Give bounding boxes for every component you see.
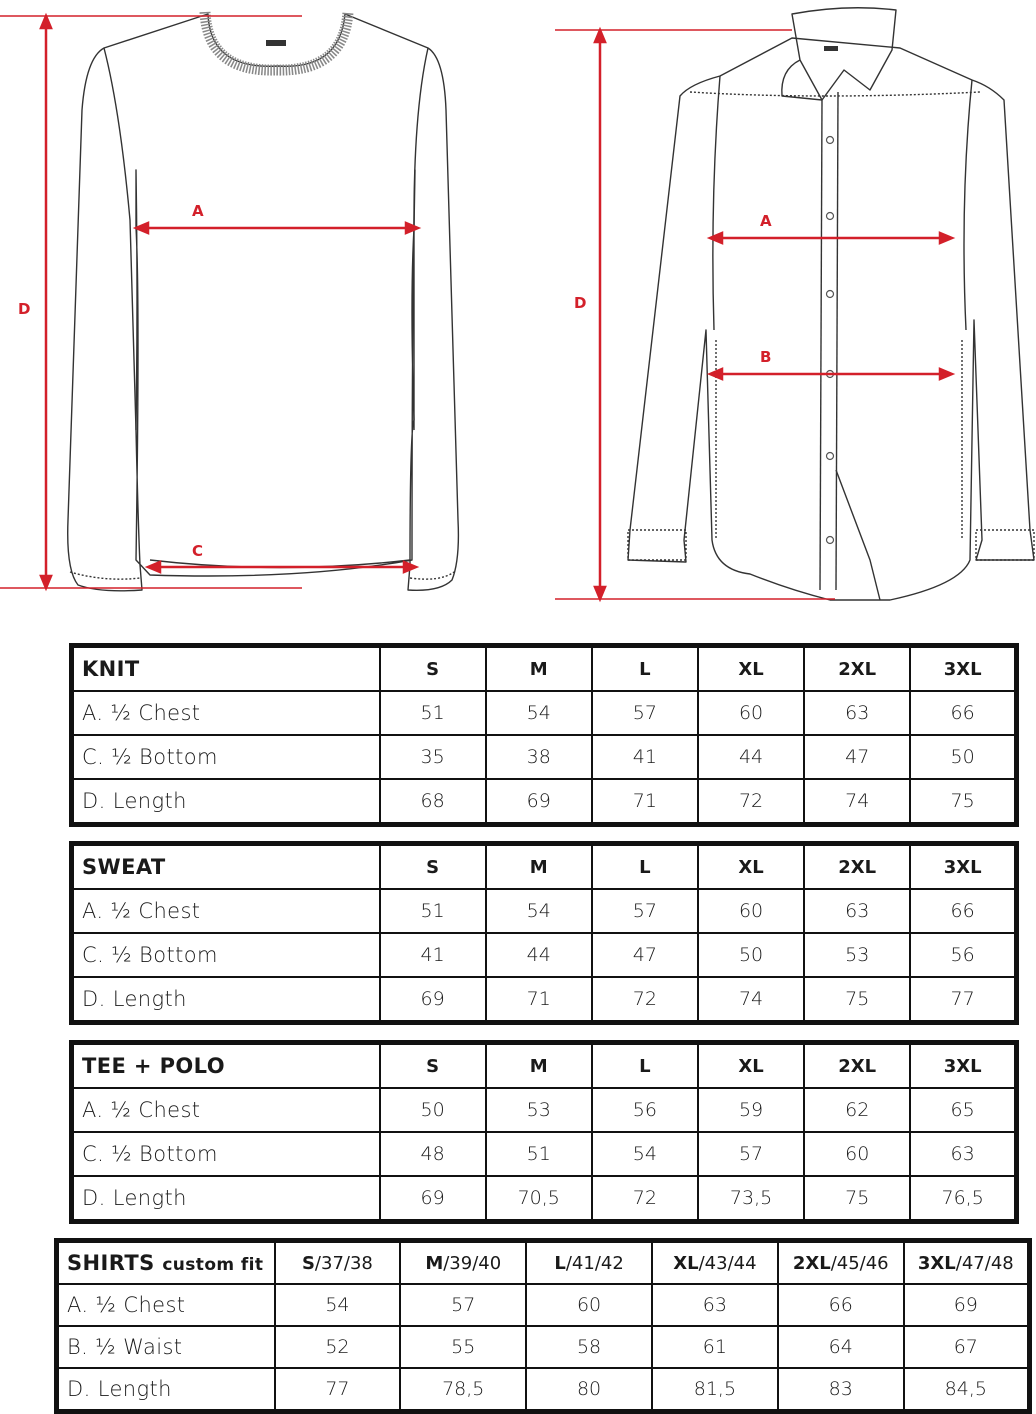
table-cell: 63 <box>652 1284 778 1326</box>
table-row <box>72 977 1017 1023</box>
table-cell: 55 <box>400 1326 526 1368</box>
sweater-dimensions <box>0 16 418 588</box>
table-cell: 71 <box>592 779 698 825</box>
table-cell: 66 <box>910 889 1016 933</box>
table-cell: 56 <box>910 933 1016 977</box>
table-cell: 38 <box>486 735 592 779</box>
size-header: S <box>380 844 486 890</box>
table-cell: 52 <box>275 1326 401 1368</box>
table-cell: 57 <box>698 1132 804 1176</box>
size-header <box>652 1241 778 1285</box>
table-cell: 47 <box>804 735 910 779</box>
table-cell: 63 <box>804 889 910 933</box>
row-label: A. ½ Chest <box>72 691 380 735</box>
shirt-buttons <box>827 137 834 544</box>
size-header: L <box>592 844 698 890</box>
table-row <box>72 889 1017 933</box>
table-cell: 84,5 <box>904 1368 1030 1412</box>
sweater-collar <box>205 12 348 70</box>
table-cell: 62 <box>804 1088 910 1132</box>
table-cell: 50 <box>380 1088 486 1132</box>
collar-size: /45/46 <box>830 1252 889 1274</box>
size-header <box>275 1241 401 1285</box>
size-header <box>778 1241 904 1285</box>
table-header-row <box>57 1241 1030 1285</box>
table-cell: 51 <box>380 691 486 735</box>
size-code: 3XL <box>917 1252 956 1274</box>
table-cell: 41 <box>380 933 486 977</box>
table-cell: 74 <box>804 779 910 825</box>
collar-size: /43/44 <box>698 1252 757 1274</box>
table-header-row <box>72 844 1017 890</box>
table-cell: 54 <box>486 889 592 933</box>
table-cell: 48 <box>380 1132 486 1176</box>
table-header-row <box>72 1043 1017 1089</box>
sweat-size-table <box>69 841 1019 1025</box>
table-cell: 50 <box>910 735 1016 779</box>
dim-label-d: D <box>18 300 31 318</box>
dim-label-c: C <box>192 542 204 560</box>
size-header: XL <box>698 646 804 692</box>
row-label: C. ½ Bottom <box>72 1132 380 1176</box>
table-cell: 60 <box>698 691 804 735</box>
table-cell: 69 <box>904 1284 1030 1326</box>
shirts-size-table <box>54 1238 1032 1414</box>
table-title <box>57 1241 275 1285</box>
row-label: A. ½ Chest <box>72 889 380 933</box>
collar-size: /37/38 <box>314 1252 373 1274</box>
table-cell: 69 <box>486 779 592 825</box>
table-cell: 60 <box>698 889 804 933</box>
knit-size-table <box>69 643 1019 827</box>
table-row <box>72 1088 1017 1132</box>
size-code: M <box>425 1252 444 1274</box>
table-cell: 44 <box>698 735 804 779</box>
table-cell: 58 <box>526 1326 652 1368</box>
dim-label-b: B <box>760 348 772 366</box>
size-header: 2XL <box>804 646 910 692</box>
table-cell: 81,5 <box>652 1368 778 1412</box>
row-label: A. ½ Chest <box>72 1088 380 1132</box>
row-label: C. ½ Bottom <box>72 735 380 779</box>
row-label: C. ½ Bottom <box>72 933 380 977</box>
sweater-outline <box>68 14 459 591</box>
collar-size: /41/42 <box>565 1252 624 1274</box>
size-header: L <box>592 646 698 692</box>
table-cell: 83 <box>778 1368 904 1412</box>
size-header: 2XL <box>804 1043 910 1089</box>
table-title-text: SHIRTS <box>67 1251 155 1275</box>
row-label: D. Length <box>72 779 380 825</box>
row-label: D. Length <box>57 1368 275 1412</box>
table-cell: 57 <box>400 1284 526 1326</box>
table-cell: 72 <box>592 977 698 1023</box>
table-cell: 77 <box>275 1368 401 1412</box>
table-cell: 72 <box>592 1176 698 1222</box>
size-header: L <box>592 1043 698 1089</box>
size-header <box>400 1241 526 1285</box>
table-cell: 64 <box>778 1326 904 1368</box>
size-header: XL <box>698 1043 804 1089</box>
table-cell: 53 <box>486 1088 592 1132</box>
table-title: TEE + POLO <box>72 1043 380 1089</box>
table-cell: 41 <box>592 735 698 779</box>
table-cell: 72 <box>698 779 804 825</box>
size-header: M <box>486 844 592 890</box>
table-cell: 57 <box>592 889 698 933</box>
table-cell: 60 <box>804 1132 910 1176</box>
table-row <box>57 1284 1030 1326</box>
table-cell: 57 <box>592 691 698 735</box>
table-title: KNIT <box>72 646 380 692</box>
table-cell: 54 <box>275 1284 401 1326</box>
dim-label-d: D <box>574 294 587 312</box>
table-cell: 54 <box>592 1132 698 1176</box>
tee-polo-size-table <box>69 1040 1019 1224</box>
table-cell: 50 <box>698 933 804 977</box>
size-header: 3XL <box>910 844 1016 890</box>
shirt-measurement-diagram <box>550 0 1036 610</box>
table-cell: 70,5 <box>486 1176 592 1222</box>
size-header: S <box>380 1043 486 1089</box>
table-cell: 74 <box>698 977 804 1023</box>
table-cell: 73,5 <box>698 1176 804 1222</box>
table-row <box>72 933 1017 977</box>
shirt-dimensions <box>555 30 952 599</box>
table-title-suffix: custom fit <box>162 1255 264 1275</box>
sweater-measurement-diagram <box>0 0 470 610</box>
table-row <box>72 1132 1017 1176</box>
table-cell: 69 <box>380 1176 486 1222</box>
size-header: S <box>380 646 486 692</box>
table-cell: 61 <box>652 1326 778 1368</box>
size-header: 3XL <box>910 1043 1016 1089</box>
collar-size: /39/40 <box>443 1252 502 1274</box>
table-cell: 63 <box>910 1132 1016 1176</box>
size-code: L <box>554 1252 566 1274</box>
collar-size: /47/48 <box>955 1252 1014 1274</box>
table-cell: 80 <box>526 1368 652 1412</box>
table-cell: 69 <box>380 977 486 1023</box>
size-header <box>526 1241 652 1285</box>
table-cell: 76,5 <box>910 1176 1016 1222</box>
table-cell: 71 <box>486 977 592 1023</box>
table-cell: 51 <box>486 1132 592 1176</box>
table-cell: 60 <box>526 1284 652 1326</box>
table-cell: 78,5 <box>400 1368 526 1412</box>
size-header: XL <box>698 844 804 890</box>
table-cell: 59 <box>698 1088 804 1132</box>
size-header: M <box>486 1043 592 1089</box>
table-row <box>72 735 1017 779</box>
size-header <box>904 1241 1030 1285</box>
table-cell: 35 <box>380 735 486 779</box>
row-label: B. ½ Waist <box>57 1326 275 1368</box>
table-cell: 54 <box>486 691 592 735</box>
size-code: 2XL <box>792 1252 831 1274</box>
table-title: SWEAT <box>72 844 380 890</box>
table-cell: 75 <box>804 977 910 1023</box>
table-row <box>72 691 1017 735</box>
table-cell: 51 <box>380 889 486 933</box>
dim-label-a: A <box>192 202 204 220</box>
sweater-label-tag <box>266 40 286 46</box>
dim-label-a: A <box>760 212 772 230</box>
shirt-outline <box>628 8 1034 600</box>
table-cell: 53 <box>804 933 910 977</box>
row-label: D. Length <box>72 977 380 1023</box>
size-header: M <box>486 646 592 692</box>
table-cell: 44 <box>486 933 592 977</box>
table-row <box>72 1176 1017 1222</box>
table-cell: 75 <box>804 1176 910 1222</box>
table-cell: 66 <box>778 1284 904 1326</box>
table-cell: 77 <box>910 977 1016 1023</box>
table-cell: 47 <box>592 933 698 977</box>
table-header-row <box>72 646 1017 692</box>
size-code: S <box>301 1252 315 1274</box>
size-code: XL <box>673 1252 699 1274</box>
table-row <box>57 1368 1030 1412</box>
table-cell: 56 <box>592 1088 698 1132</box>
size-header: 2XL <box>804 844 910 890</box>
table-cell: 65 <box>910 1088 1016 1132</box>
table-cell: 75 <box>910 779 1016 825</box>
shirt-label-tag <box>824 46 838 51</box>
table-cell: 63 <box>804 691 910 735</box>
table-row <box>72 779 1017 825</box>
table-row <box>57 1326 1030 1368</box>
row-label: D. Length <box>72 1176 380 1222</box>
row-label: A. ½ Chest <box>57 1284 275 1326</box>
table-cell: 66 <box>910 691 1016 735</box>
table-cell: 68 <box>380 779 486 825</box>
table-cell: 67 <box>904 1326 1030 1368</box>
size-header: 3XL <box>910 646 1016 692</box>
